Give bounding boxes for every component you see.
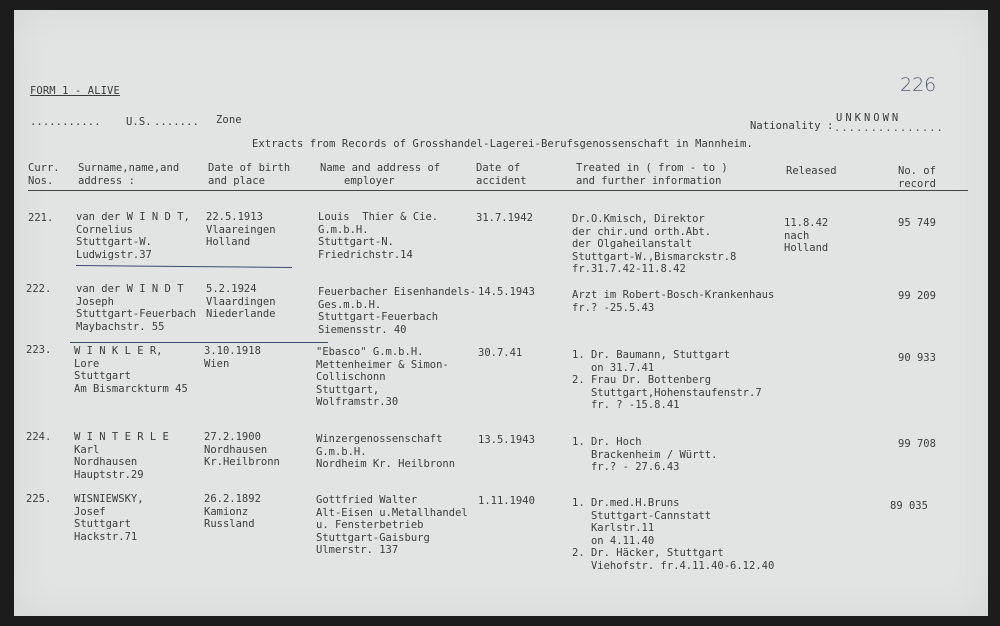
row-224-number: 224. [26, 431, 52, 443]
row-225-treated: 1. Dr.med.H.Bruns Stuttgart-Cannstatt Karlstr.11 on 4.11.40 2. Dr. Häcker, Stuttgart Viehofstr. fr.4.11.40-6.12.40 [572, 497, 775, 572]
row-221-pen-underline [76, 265, 292, 268]
row-221-treated: Dr.O.Kmisch, Direktor der chir.und orth.Abt. der Olgaheilanstalt Stuttgart-W.,Bismarckstr.8 fr.31.7.42-11.8.42 [572, 213, 737, 275]
row-221-accident: 31.7.1942 [476, 212, 533, 224]
row-223-record: 90 933 [898, 352, 936, 364]
row-225-dob: 26.2.1892 Kamionz Russland [204, 493, 261, 530]
row-225-record: 89 035 [890, 500, 928, 512]
document-page [14, 10, 988, 616]
nationality-value: UNKNOWN [836, 112, 902, 124]
col-header-record: No. of record [898, 165, 936, 190]
row-222-pen-underline [70, 342, 328, 343]
col-header-released: Released [786, 165, 837, 177]
row-223-number: 223. [26, 344, 52, 356]
row-224-record: 99 708 [898, 438, 936, 450]
nationality-label: Nationality : [750, 120, 834, 132]
row-222-number: 222. [26, 283, 52, 295]
row-221-employer: Louis Thier & Cie. G.m.b.H. Stuttgart-N. Friedrichstr.14 [318, 211, 439, 261]
row-223-name: W I N K L E R, Lore Stuttgart Am Bismarckturm 45 [74, 345, 188, 395]
nationality-dots: ............... [834, 122, 944, 134]
row-224-treated: 1. Dr. Hoch Brackenheim / Württ. fr.? - 27.6.43 [572, 436, 718, 473]
row-223-employer: "Ebasco" G.m.b.H. Mettenheimer & Simon- Collischonn Stuttgart, Wolframstr.30 [316, 346, 449, 408]
col-header-employer: Name and address of employer [320, 162, 441, 187]
col-header-treated: Treated in ( from - to ) and further information [576, 162, 728, 187]
row-225-accident: 1.11.1940 [478, 495, 535, 507]
row-222-dob: 5.2.1924 Vlaardingen Niederlande [206, 283, 276, 320]
page-number-handwritten: 226 [900, 74, 937, 96]
row-222-accident: 14.5.1943 [478, 286, 535, 298]
row-222-employer: Feuerbacher Eisenhandels- Ges.m.b.H. Stuttgart-Feuerbach Siemensstr. 40 [318, 286, 477, 336]
zone-dots-left: ........... [30, 116, 101, 128]
col-header-curr-no: Curr. Nos. [28, 162, 60, 187]
zone-label: Zone [216, 114, 242, 126]
zone-dots-right: ....... [154, 116, 199, 128]
row-221-name: van der W I N D T, Cornelius Stuttgart-W. Ludwigstr.37 [76, 211, 190, 261]
row-222-record: 99 209 [898, 290, 936, 302]
row-223-treated: 1. Dr. Baumann, Stuttgart on 31.7.41 2. Frau Dr. Bottenberg Stuttgart,Hohenstaufenstr.7 fr. ? -15.8.41 [572, 349, 762, 411]
row-223-dob: 3.10.1918 Wien [204, 345, 261, 370]
row-225-number: 225. [26, 493, 52, 505]
col-header-accident: Date of accident [476, 162, 527, 187]
row-224-accident: 13.5.1943 [478, 434, 535, 446]
col-header-surname: Surname,name,and address : [78, 162, 180, 187]
row-222-name: van der W I N D T Joseph Stuttgart-Feuerbach Maybachstr. 55 [76, 283, 197, 333]
extract-title: Extracts from Records of Grosshandel-Lagerei-Berufsgenossenschaft in Mannheim. [252, 138, 753, 150]
zone-value: U.S. [126, 116, 152, 128]
col-header-dob: Date of birth and place [208, 162, 291, 187]
header-rule [28, 190, 968, 191]
row-221-number: 221. [28, 212, 54, 224]
row-224-dob: 27.2.1900 Nordhausen Kr.Heilbronn [204, 431, 280, 468]
row-223-accident: 30.7.41 [478, 347, 523, 359]
row-224-name: W I N T E R L E Karl Nordhausen Hauptstr.29 [74, 431, 169, 481]
row-224-employer: Winzergenossenschaft G.m.b.H. Nordheim Kr. Heilbronn [316, 433, 456, 470]
row-221-dob: 22.5.1913 Vlaareingen Holland [206, 211, 276, 248]
row-222-treated: Arzt im Robert-Bosch-Krankenhaus fr.? -25.5.43 [572, 289, 775, 314]
row-225-employer: Gottfried Walter Alt-Eisen u.Metallhandel u. Fensterbetrieb Stuttgart-Gaisburg Ulmerstr. 137 [316, 494, 468, 556]
form-title: FORM 1 - ALIVE [30, 85, 120, 97]
row-225-name: WISNIEWSKY, Josef Stuttgart Hackstr.71 [74, 493, 144, 543]
row-221-released: 11.8.42 nach Holland [784, 217, 829, 254]
row-221-record: 95 749 [898, 217, 936, 229]
